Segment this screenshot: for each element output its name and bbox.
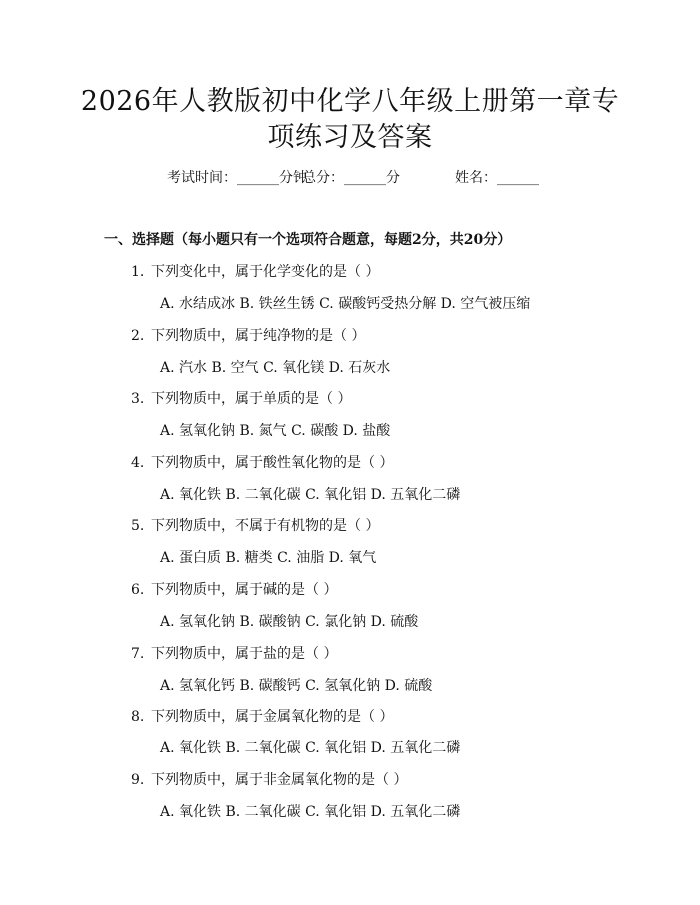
question-4-options: A. 氧化铁 B. 二氧化碳 C. 氧化铝 D. 五氧化二磷 [160,487,461,503]
question-text: 下列变化中，属于化学变化的是（ ） [151,264,380,280]
question-8-options: A. 氧化铁 B. 二氧化碳 C. 氧化铝 D. 五氧化二磷 [160,740,461,756]
document-title-line-2: 项练习及答案 [267,122,433,153]
question-number: 1. [131,264,145,280]
question-6-options: A. 氢氧化钠 B. 碳酸钠 C. 氯化钠 D. 硫酸 [160,614,419,630]
question-2 [131,326,365,346]
question-5 [131,516,379,536]
question-text: 下列物质中，属于非金属氧化物的是（ ） [151,772,408,788]
question-text: 下列物质中，属于金属氧化物的是（ ） [151,709,394,725]
question-text: 下列物质中，属于碱的是（ ） [151,582,338,598]
question-text: 下列物质中，属于单质的是（ ） [151,391,352,407]
question-6 [131,580,337,600]
document-title-line-1: 2026年人教版初中化学八年级上册第一章专 [80,86,620,117]
student-name-field: 姓名：______ [455,170,539,186]
question-text: 下列物质中，不属于有机物的是（ ） [151,518,380,534]
question-7 [131,644,337,664]
question-1-options: A. 水结成冰 B. 铁丝生锈 C. 碳酸钙受热分解 D. 空气被压缩 [160,296,531,312]
question-number: 8. [131,709,145,725]
question-4 [131,453,393,473]
question-1 [131,262,379,282]
question-text: 下列物质中，属于纯净物的是（ ） [151,328,366,344]
question-3 [131,389,351,409]
question-number: 7. [131,646,145,662]
question-number: 3. [131,391,145,407]
question-5-options: A. 蛋白质 B. 糖类 C. 油脂 D. 氧气 [160,550,377,566]
question-9-options: A. 氧化铁 B. 二氧化碳 C. 氧化铝 D. 五氧化二磷 [160,804,461,820]
total-score-field: 总分：______分 [302,170,400,186]
question-number: 4. [131,455,145,471]
question-9 [131,770,407,790]
question-text: 下列物质中，属于盐的是（ ） [151,646,338,662]
question-3-options: A. 氢氧化钠 B. 氮气 C. 碳酸 D. 盐酸 [160,423,391,439]
question-number: 9. [131,772,145,788]
question-number: 6. [131,582,145,598]
question-7-options: A. 氢氧化钙 B. 碳酸钙 C. 氢氧化钠 D. 硫酸 [160,678,433,694]
question-2-options: A. 汽水 B. 空气 C. 氧化镁 D. 石灰水 [160,360,391,376]
question-number: 5. [131,518,145,534]
question-8 [131,707,393,727]
question-text: 下列物质中，属于酸性氧化物的是（ ） [151,455,394,471]
exam-time-field: 考试时间：______分钟 [167,170,307,186]
section-heading-multiple-choice: 一、选择题（每小题只有一个选项符合题意，每题2分，共20分） [104,232,512,248]
question-number: 2. [131,328,145,344]
